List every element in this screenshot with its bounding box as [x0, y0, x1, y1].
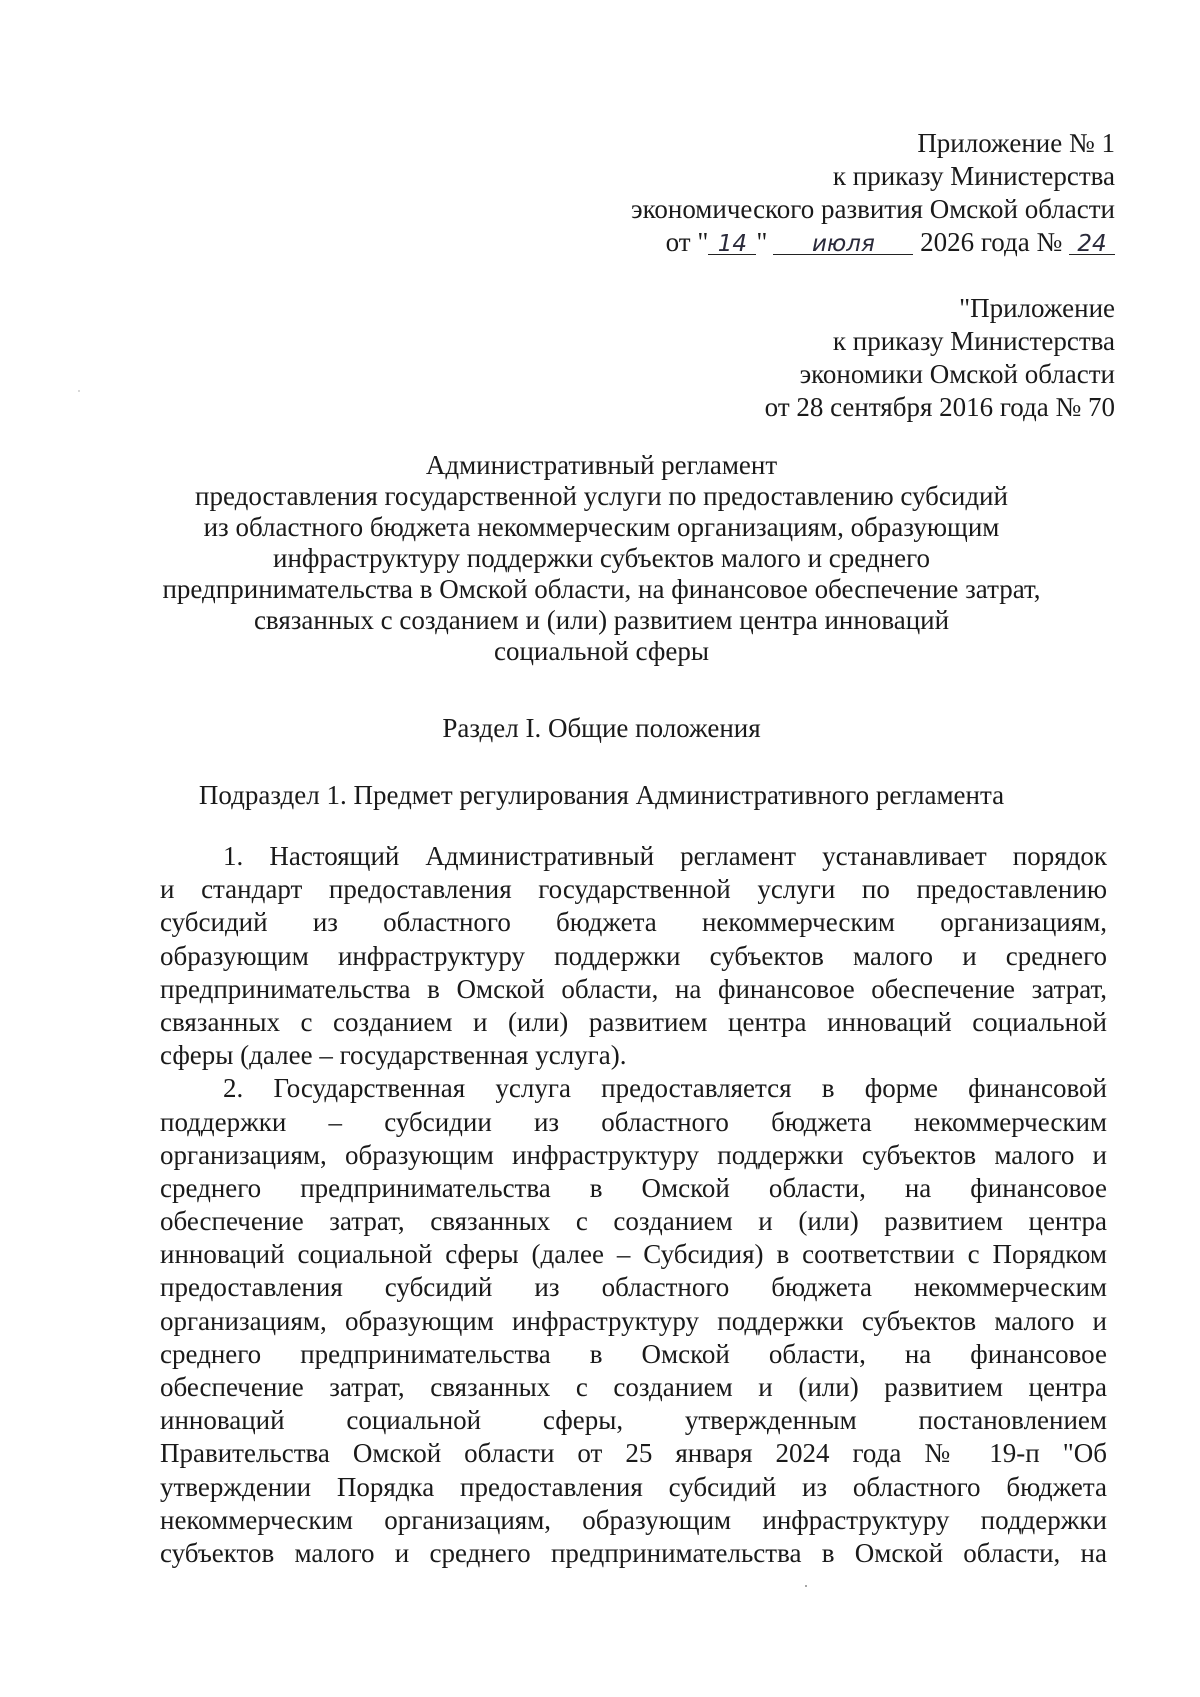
paragraph-line: инноваций социальной сферы, утвержденным постановлением: [160, 1405, 1107, 1436]
title-line: связанных с созданием и (или) развитием центра инноваций: [253, 605, 950, 635]
appendix-original-line4: от 28 сентября 2016 года № 70: [764, 392, 1115, 422]
document-title: [90, 450, 1113, 667]
scan-artifact: [78, 390, 80, 392]
appendix-1-line1: Приложение № 1: [917, 128, 1115, 158]
title-line: из областного бюджета некоммерческим организациям, образующим: [203, 512, 1000, 542]
paragraph-line: обеспечение затрат, связанных с созданием и (или) развитием центра: [160, 1206, 1107, 1237]
appendix-1-line2: к приказу Министерства: [832, 161, 1115, 191]
paragraph-line: 2. Государственная услуга предоставляется в форме финансовой: [223, 1073, 1107, 1104]
appendix-original-line2: к приказу Министерства: [832, 326, 1115, 356]
paragraph-line: субъектов малого и среднего предпринимательства в Омской области, на: [160, 1537, 1107, 1568]
paragraph-line: утверждении Порядка предоставления субсидий из областного бюджета: [160, 1471, 1107, 1502]
title-line: Административный регламент: [425, 450, 778, 480]
paragraph-line: предоставления субсидий из областного бюджета некоммерческим: [160, 1272, 1107, 1303]
appendix-1-date-line: [631, 226, 1115, 259]
paragraph-line: Правительства Омской области от 25 января 2024 года № 19-п "Об: [160, 1438, 1107, 1469]
order-number-field: [1069, 226, 1115, 255]
subsection-heading: Подраздел 1. Предмет регулирования Административного регламента: [198, 780, 1005, 810]
paragraph-line: субсидий из областного бюджета некоммерческим организациям,: [160, 907, 1107, 938]
paragraph-line: связанных с созданием и (или) развитием центра инноваций социальной: [160, 1006, 1107, 1037]
appendix-1-header: [631, 127, 1115, 259]
paragraph-2: [160, 1072, 1107, 1570]
paragraph-line: некоммерческим организациям, образующим инфраструктуру поддержки: [160, 1504, 1107, 1535]
appendix-1-line3: экономического развития Омской области: [631, 194, 1115, 224]
paragraph-line: организациям, образующим инфраструктуру поддержки субъектов малого и: [160, 1305, 1107, 1336]
date-month-handwritten: июля: [811, 231, 875, 257]
order-number-handwritten: 24: [1077, 231, 1107, 257]
paragraph-line: инноваций социальной сферы (далее – Субсидия) в соответствии с Порядком: [160, 1239, 1107, 1270]
paragraph-line: обеспечение затрат, связанных с созданием и (или) развитием центра: [160, 1372, 1107, 1402]
appendix-original-line3: экономики Омской области: [799, 359, 1115, 389]
section-heading: Раздел I. Общие положения: [442, 713, 761, 743]
date-day-handwritten: 14: [717, 231, 747, 257]
paragraph-line: образующим инфраструктуру поддержки субъектов малого и среднего: [160, 940, 1107, 971]
paragraph-line: сферы (далее – государственная услуга).: [160, 1040, 627, 1071]
scan-artifact: [805, 1585, 807, 1587]
paragraph-line: 1. Настоящий Административный регламент устанавливает порядок: [223, 841, 1107, 871]
date-month-field: [773, 226, 913, 255]
paragraph-1: [160, 840, 1107, 1072]
title-line: предоставления государственной услуги по предоставлению субсидий: [195, 481, 1008, 511]
paragraph-line: предпринимательства в Омской области, на финансовое обеспечение затрат,: [160, 973, 1107, 1004]
paragraph-line: поддержки – субсидии из областного бюджета некоммерческим: [160, 1106, 1107, 1137]
paragraph-line: среднего предпринимательства в Омской области, на финансовое: [160, 1172, 1107, 1203]
title-line: инфраструктуру поддержки субъектов малого и среднего: [273, 543, 930, 573]
title-line: предпринимательства в Омской области, на финансовое обеспечение затрат,: [162, 574, 1041, 604]
paragraph-line: среднего предпринимательства в Омской области, на финансовое: [160, 1338, 1107, 1369]
date-year: 2026 года №: [920, 227, 1063, 257]
paragraph-line: и стандарт предоставления государственной услуги по предоставлению: [160, 874, 1107, 905]
body-text: [160, 840, 1107, 1570]
appendix-original-line1: "Приложение: [959, 293, 1115, 323]
date-prefix: от ": [665, 227, 709, 257]
appendix-original-header: [765, 292, 1115, 424]
date-quote-close: ": [756, 227, 768, 257]
title-line: социальной сферы: [494, 636, 709, 666]
date-day-field: [708, 226, 756, 255]
paragraph-line: организациям, образующим инфраструктуру поддержки субъектов малого и: [160, 1139, 1107, 1170]
